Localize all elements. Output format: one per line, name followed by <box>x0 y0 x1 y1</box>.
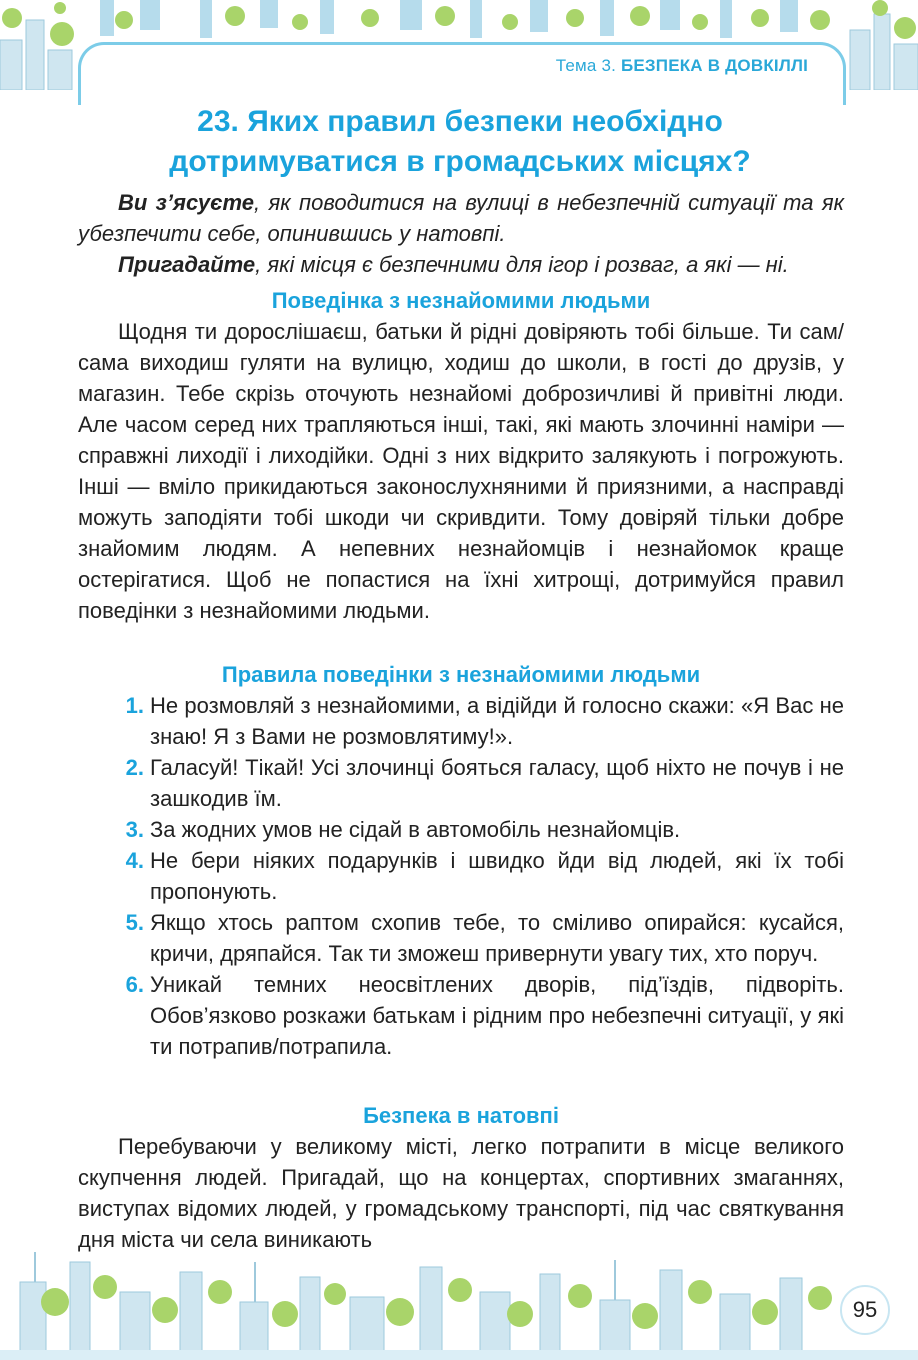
city-border-bottom <box>0 1232 918 1360</box>
section-strangers-paragraph: Щодня ти дорослішаєш, батьки й рідні довіряють тобі більше. Ти сам/сама виходиш гуляти на вулицю, ходиш до школи, в гості до друзів, у магазин. Тебе скрізь оточують незнайомі доброзичливі й привітні люди. Але часом серед них трапляються інші, такі, які мають злочинні наміри — справжні лиходії і лиходійки. Одні з них відкрито залякують і погрожують. Інші — вміло прикидаються законослухняними й приязними, а насправді можуть заподіяти тобі шкоди чи скривдити. Тому довіряй тільки добре знайомим людям. А непевних незнайомців і незнайомок краще остерігатися. Щоб не попастися на їхні хитрощі, дотримуйся правил поведінки з незнайомими людьми. <box>78 319 844 623</box>
section-crowd-heading: Безпека в натовпі <box>363 1103 559 1128</box>
intro-learn <box>78 187 844 249</box>
intro-recall-text: , які місця є безпечними для ігор і розваг, а які — ні. <box>255 252 789 277</box>
rule-text: За жодних умов не сідай в автомобіль незнайомців. <box>150 817 681 842</box>
topic-label: Тема 3. <box>555 56 617 75</box>
rule-text: Не розмовляй з незнайомими, а відійди й голосно скажи: «Я Вас не знаю! Я з Вами не розмовлятиму!». <box>150 693 844 749</box>
lesson-title-line1: 23. Яких правил безпеки необхідно <box>197 105 723 138</box>
topic-header <box>556 56 808 76</box>
intro-learn-text: , як поводитися на вулиці в небезпечній ситуації та як убезпечити себе, опинившись у натовпі. <box>78 190 844 246</box>
rule-number: 4. <box>125 848 144 873</box>
rule-number: 1. <box>125 693 144 718</box>
rule-text: Не бери ніяких подарунків і швидко йди від людей, які їх тобі пропонують. <box>150 848 844 904</box>
intro-learn-bold: Ви з’ясуєте <box>118 190 255 215</box>
rule-item-3 <box>78 814 844 845</box>
section-strangers-heading: Поведінка з незнайомими людьми <box>271 288 651 313</box>
lesson-title-line2: дотримуватися в громадських місцях? <box>169 145 751 178</box>
rule-item-6 <box>78 969 844 1062</box>
rules-heading: Правила поведінки з незнайомими людьми <box>221 662 701 687</box>
rule-item-1 <box>78 690 844 752</box>
rule-text: Якщо хтось раптом схопив тебе, то сміливо опирайся: кусайся, кричи, дряпайся. Так ти зможеш привернути увагу тих, хто поруч. <box>150 910 844 966</box>
section-crowd-paragraph: Перебуваючи у великому місті, легко потрапити в місце великого скупчення людей. Пригадай, що на концертах, спортивних змаганнях, виступах відомих людей, у громадському транспорті, під час святкування дня міста чи села виникають <box>78 1134 844 1252</box>
rule-item-2 <box>78 752 844 814</box>
rule-number: 6. <box>125 972 144 997</box>
rule-item-4 <box>78 845 844 907</box>
rule-number: 3. <box>125 817 144 842</box>
rule-item-5 <box>78 907 844 969</box>
lesson-title <box>60 102 860 182</box>
rule-number: 2. <box>125 755 144 780</box>
intro-recall-bold: Пригадайте <box>118 252 256 277</box>
page-number: 95 <box>840 1285 890 1335</box>
intro-recall <box>78 249 844 280</box>
rule-number: 5. <box>125 910 144 935</box>
section-strangers <box>78 285 844 626</box>
rules-section <box>78 659 844 1062</box>
rule-text: Уникай темних неосвітлених дворів, під’їздів, підворіть. Обов’язково розкажи батькам і рідним про небезпечні ситуації, у які ти потрапив/потрапила. <box>150 972 844 1059</box>
rules-list <box>78 690 844 1062</box>
topic-name: БЕЗПЕКА В ДОВКІЛЛІ <box>620 56 808 75</box>
rule-text: Галасуй! Тікай! Усі злочинці бояться галасу, щоб ніхто не почув і не зашкодив їм. <box>150 755 844 811</box>
intro-block <box>78 187 844 280</box>
